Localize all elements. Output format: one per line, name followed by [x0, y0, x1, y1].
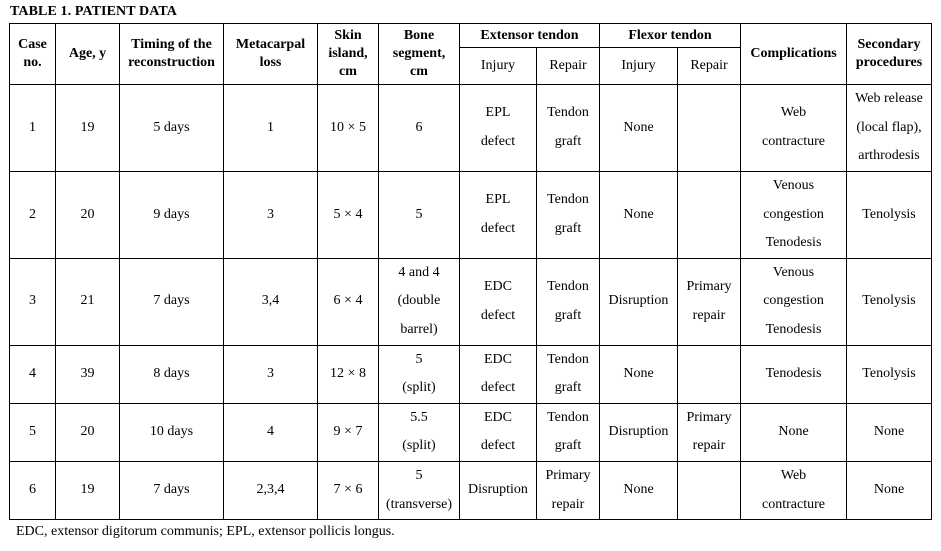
cell-complications: Web contracture — [741, 461, 847, 519]
cell-case-no: 3 — [10, 258, 56, 345]
table-row — [10, 461, 932, 519]
header-extensor-repair: Repair — [537, 48, 600, 85]
cell-extensor-injury: EDC defect — [460, 258, 537, 345]
cell-bone-segment: 5.5 (split) — [379, 403, 460, 461]
cell-age: 39 — [56, 345, 120, 403]
header-age: Age, y — [56, 24, 120, 85]
cell-case-no: 2 — [10, 172, 56, 259]
cell-metacarpal-loss: 3 — [224, 345, 318, 403]
header-secondary-procedures: Secondary procedures — [847, 24, 932, 85]
table-row — [10, 403, 932, 461]
header-bone-segment: Bone segment, cm — [379, 24, 460, 85]
cell-timing: 7 days — [120, 461, 224, 519]
header-extensor-injury: Injury — [460, 48, 537, 85]
cell-extensor-repair: Tendon graft — [537, 258, 600, 345]
cell-skin-island: 5 × 4 — [318, 172, 379, 259]
cell-flexor-injury: None — [600, 85, 678, 172]
cell-secondary-procedures: Web release (local flap), arthrodesis — [847, 85, 932, 172]
header-flexor-tendon: Flexor tendon — [600, 24, 741, 48]
cell-flexor-injury: None — [600, 172, 678, 259]
cell-extensor-injury: EDC defect — [460, 403, 537, 461]
cell-complications: Venous congestion Tenodesis — [741, 172, 847, 259]
cell-extensor-repair: Tendon graft — [537, 345, 600, 403]
header-complications: Complications — [741, 24, 847, 85]
cell-extensor-repair: Tendon graft — [537, 403, 600, 461]
cell-age: 21 — [56, 258, 120, 345]
cell-secondary-procedures: None — [847, 461, 932, 519]
cell-extensor-injury: EDC defect — [460, 345, 537, 403]
cell-age: 20 — [56, 172, 120, 259]
patient-data-table — [9, 23, 932, 520]
cell-age: 19 — [56, 85, 120, 172]
cell-metacarpal-loss: 1 — [224, 85, 318, 172]
table-row — [10, 172, 932, 259]
cell-extensor-repair: Tendon graft — [537, 172, 600, 259]
cell-age: 19 — [56, 461, 120, 519]
header-metacarpal-loss: Metacarpal loss — [224, 24, 318, 85]
cell-bone-segment: 5 (transverse) — [379, 461, 460, 519]
cell-flexor-injury: Disruption — [600, 403, 678, 461]
cell-skin-island: 12 × 8 — [318, 345, 379, 403]
cell-complications: Web contracture — [741, 85, 847, 172]
cell-skin-island: 6 × 4 — [318, 258, 379, 345]
cell-metacarpal-loss: 2,3,4 — [224, 461, 318, 519]
cell-age: 20 — [56, 403, 120, 461]
table-row — [10, 345, 932, 403]
cell-flexor-repair — [678, 172, 741, 259]
table-title: TABLE 1. PATIENT DATA — [10, 4, 178, 19]
cell-secondary-procedures: Tenolysis — [847, 345, 932, 403]
cell-skin-island: 10 × 5 — [318, 85, 379, 172]
cell-extensor-repair: Primary repair — [537, 461, 600, 519]
cell-bone-segment: 6 — [379, 85, 460, 172]
header-extensor-tendon: Extensor tendon — [460, 24, 600, 48]
cell-timing: 8 days — [120, 345, 224, 403]
header-timing: Timing of the reconstruction — [120, 24, 224, 85]
cell-secondary-procedures: Tenolysis — [847, 172, 932, 259]
cell-case-no: 4 — [10, 345, 56, 403]
cell-case-no: 1 — [10, 85, 56, 172]
table-footnote: EDC, extensor digitorum communis; EPL, extensor pollicis longus. — [16, 524, 395, 539]
cell-flexor-repair — [678, 85, 741, 172]
header-flexor-injury: Injury — [600, 48, 678, 85]
table-row — [10, 85, 932, 172]
cell-extensor-injury: EPL defect — [460, 172, 537, 259]
cell-flexor-injury: None — [600, 345, 678, 403]
cell-case-no: 5 — [10, 403, 56, 461]
cell-metacarpal-loss: 3 — [224, 172, 318, 259]
cell-timing: 7 days — [120, 258, 224, 345]
cell-skin-island: 7 × 6 — [318, 461, 379, 519]
cell-flexor-repair: Primary repair — [678, 403, 741, 461]
cell-complications: None — [741, 403, 847, 461]
cell-flexor-injury: None — [600, 461, 678, 519]
cell-extensor-repair: Tendon graft — [537, 85, 600, 172]
cell-extensor-injury: Disruption — [460, 461, 537, 519]
cell-flexor-repair — [678, 345, 741, 403]
cell-secondary-procedures: None — [847, 403, 932, 461]
cell-bone-segment: 5 — [379, 172, 460, 259]
header-case-no: Case no. — [10, 24, 56, 85]
cell-metacarpal-loss: 3,4 — [224, 258, 318, 345]
header-skin-island: Skin island, cm — [318, 24, 379, 85]
cell-bone-segment: 5 (split) — [379, 345, 460, 403]
cell-complications: Venous congestion Tenodesis — [741, 258, 847, 345]
table-row — [10, 258, 932, 345]
cell-bone-segment: 4 and 4 (double barrel) — [379, 258, 460, 345]
cell-metacarpal-loss: 4 — [224, 403, 318, 461]
cell-timing: 5 days — [120, 85, 224, 172]
cell-flexor-repair — [678, 461, 741, 519]
cell-timing: 10 days — [120, 403, 224, 461]
cell-skin-island: 9 × 7 — [318, 403, 379, 461]
header-flexor-repair: Repair — [678, 48, 741, 85]
cell-flexor-injury: Disruption — [600, 258, 678, 345]
cell-complications: Tenodesis — [741, 345, 847, 403]
cell-secondary-procedures: Tenolysis — [847, 258, 932, 345]
cell-timing: 9 days — [120, 172, 224, 259]
cell-extensor-injury: EPL defect — [460, 85, 537, 172]
cell-case-no: 6 — [10, 461, 56, 519]
cell-flexor-repair: Primary repair — [678, 258, 741, 345]
